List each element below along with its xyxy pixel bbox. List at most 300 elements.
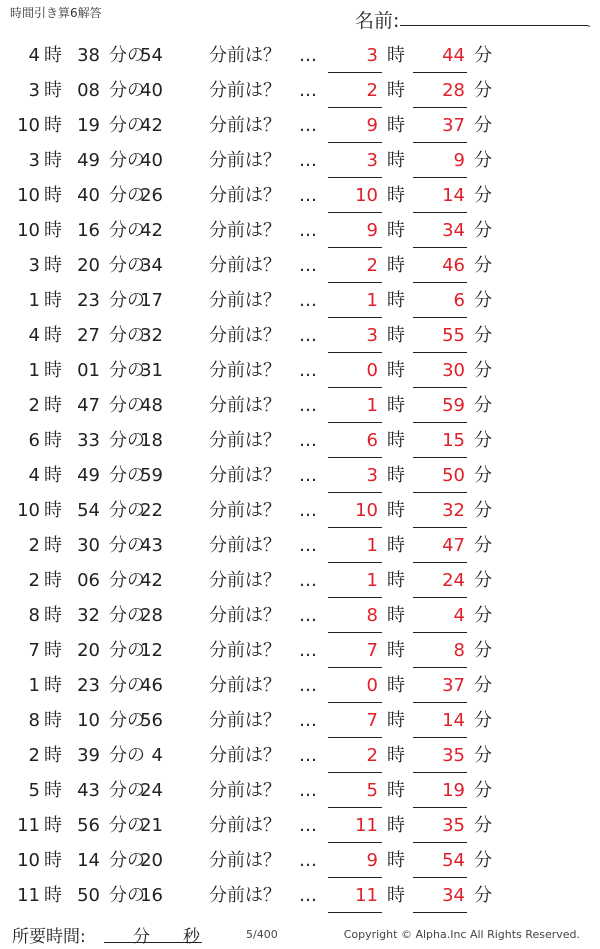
answer-minute: 46 xyxy=(442,255,465,276)
answer-minute-unit: 分 xyxy=(474,325,492,346)
answer-minute-line[interactable] xyxy=(413,632,467,633)
start-hour: 2 xyxy=(28,745,40,766)
start-hour: 1 xyxy=(28,290,40,311)
answer-minute-unit: 分 xyxy=(474,290,492,311)
problem-row xyxy=(0,425,600,460)
hour-unit: 時 xyxy=(44,80,62,101)
hour-unit: 時 xyxy=(44,710,62,731)
answer-minute-line[interactable] xyxy=(413,457,467,458)
answer-minute-unit: 分 xyxy=(474,675,492,696)
minute-of-label: 分の xyxy=(109,150,145,171)
answer-hour-line[interactable] xyxy=(328,177,382,178)
answer-minute: 34 xyxy=(442,885,465,906)
start-minute: 01 xyxy=(77,360,100,381)
problem-row xyxy=(0,145,600,180)
start-minute: 30 xyxy=(77,535,100,556)
name-field-line[interactable] xyxy=(400,25,588,26)
answer-hour-unit: 時 xyxy=(387,220,405,241)
answer-minute-unit: 分 xyxy=(474,430,492,451)
start-minute: 23 xyxy=(77,675,100,696)
answer-hour-line[interactable] xyxy=(328,842,382,843)
problem-row xyxy=(0,845,600,880)
answer-hour-unit: 時 xyxy=(387,430,405,451)
answer-minute-line[interactable] xyxy=(413,317,467,318)
answer-minute-line[interactable] xyxy=(413,912,467,913)
answer-minute-unit: 分 xyxy=(474,710,492,731)
answer-minute: 32 xyxy=(442,500,465,521)
answer-minute-unit: 分 xyxy=(474,815,492,836)
minutes-before: 46 xyxy=(140,675,163,696)
answer-hour: 2 xyxy=(366,255,378,276)
name-label: 名前: xyxy=(355,10,400,32)
answer-minute-unit: 分 xyxy=(474,360,492,381)
question-label: 分前は？ xyxy=(209,745,281,766)
problem-row xyxy=(0,75,600,110)
answer-minute-unit: 分 xyxy=(474,850,492,871)
start-hour: 3 xyxy=(28,255,40,276)
minute-of-label: 分の xyxy=(109,290,145,311)
answer-minute-line[interactable] xyxy=(413,387,467,388)
minutes-before: 32 xyxy=(140,325,163,346)
ellipsis: … xyxy=(299,150,317,171)
answer-minute-line[interactable] xyxy=(413,737,467,738)
hour-unit: 時 xyxy=(44,885,62,906)
answer-hour: 8 xyxy=(366,605,378,626)
question-label: 分前は？ xyxy=(209,80,281,101)
answer-hour-unit: 時 xyxy=(387,885,405,906)
question-label: 分前は？ xyxy=(209,850,281,871)
elapsed-minutes-unit: 分 xyxy=(133,927,150,947)
answer-hour-line[interactable] xyxy=(328,527,382,528)
minute-of-label: 分の xyxy=(109,780,145,801)
answer-hour: 1 xyxy=(366,395,378,416)
answer-hour-unit: 時 xyxy=(387,290,405,311)
question-label: 分前は？ xyxy=(209,360,281,381)
minutes-before: 42 xyxy=(140,115,163,136)
answer-minute: 9 xyxy=(453,150,465,171)
answer-hour-line[interactable] xyxy=(328,387,382,388)
minute-of-label: 分の xyxy=(109,570,145,591)
answer-minute-line[interactable] xyxy=(413,842,467,843)
question-label: 分前は？ xyxy=(209,815,281,836)
answer-hour: 10 xyxy=(355,500,378,521)
answer-hour: 1 xyxy=(366,570,378,591)
question-label: 分前は？ xyxy=(209,500,281,521)
question-label: 分前は？ xyxy=(209,430,281,451)
ellipsis: … xyxy=(299,500,317,521)
answer-minute-line[interactable] xyxy=(413,667,467,668)
answer-hour-unit: 時 xyxy=(387,570,405,591)
minute-of-label: 分の xyxy=(109,220,145,241)
question-label: 分前は？ xyxy=(209,710,281,731)
answer-minute-unit: 分 xyxy=(474,500,492,521)
start-minute: 56 xyxy=(77,815,100,836)
problem-row xyxy=(0,285,600,320)
answer-minute-line[interactable] xyxy=(413,422,467,423)
minutes-before: 40 xyxy=(140,150,163,171)
start-hour: 10 xyxy=(17,115,40,136)
answer-minute: 47 xyxy=(442,535,465,556)
problem-row xyxy=(0,635,600,670)
answer-minute: 4 xyxy=(453,605,465,626)
start-minute: 49 xyxy=(77,465,100,486)
start-minute: 16 xyxy=(77,220,100,241)
answer-minute-line[interactable] xyxy=(413,247,467,248)
minutes-before: 16 xyxy=(140,885,163,906)
elapsed-seconds-unit: 秒 xyxy=(183,927,200,947)
answer-minute: 19 xyxy=(442,780,465,801)
answer-minute-line[interactable] xyxy=(413,807,467,808)
answer-hour-unit: 時 xyxy=(387,80,405,101)
answer-minute-unit: 分 xyxy=(474,535,492,556)
elapsed-time-label: 所要時間: xyxy=(12,927,86,947)
minutes-before: 42 xyxy=(140,570,163,591)
answer-hour-unit: 時 xyxy=(387,395,405,416)
page-number: 5/400 xyxy=(246,928,278,941)
answer-minute-line[interactable] xyxy=(413,72,467,73)
answer-minute-unit: 分 xyxy=(474,185,492,206)
start-minute: 20 xyxy=(77,640,100,661)
answer-minute: 6 xyxy=(453,290,465,311)
answer-hour-line[interactable] xyxy=(328,877,382,878)
start-hour: 6 xyxy=(28,430,40,451)
answer-hour-line[interactable] xyxy=(328,807,382,808)
answer-hour: 3 xyxy=(366,465,378,486)
hour-unit: 時 xyxy=(44,850,62,871)
answer-minute: 35 xyxy=(442,745,465,766)
answer-minute-unit: 分 xyxy=(474,395,492,416)
answer-hour: 7 xyxy=(366,710,378,731)
answer-minute: 35 xyxy=(442,815,465,836)
problem-row xyxy=(0,355,600,390)
problem-row xyxy=(0,565,600,600)
minutes-before: 48 xyxy=(140,395,163,416)
answer-hour-line[interactable] xyxy=(328,107,382,108)
answer-hour-unit: 時 xyxy=(387,815,405,836)
question-label: 分前は？ xyxy=(209,780,281,801)
answer-minute: 15 xyxy=(442,430,465,451)
start-hour: 11 xyxy=(17,815,40,836)
start-hour: 1 xyxy=(28,675,40,696)
answer-hour-unit: 時 xyxy=(387,675,405,696)
problem-row xyxy=(0,250,600,285)
answer-minute: 24 xyxy=(442,570,465,591)
answer-hour-line[interactable] xyxy=(328,422,382,423)
answer-minute-unit: 分 xyxy=(474,885,492,906)
answer-hour-line[interactable] xyxy=(328,912,382,913)
ellipsis: … xyxy=(299,675,317,696)
hour-unit: 時 xyxy=(44,360,62,381)
ellipsis: … xyxy=(299,115,317,136)
start-minute: 47 xyxy=(77,395,100,416)
answer-minute: 50 xyxy=(442,465,465,486)
answer-hour-unit: 時 xyxy=(387,535,405,556)
minute-of-label: 分の xyxy=(109,430,145,451)
problem-list xyxy=(0,40,600,915)
answer-minute-line[interactable] xyxy=(413,492,467,493)
start-minute: 40 xyxy=(77,185,100,206)
start-minute: 23 xyxy=(77,290,100,311)
minute-of-label: 分の xyxy=(109,325,145,346)
name-dot: . xyxy=(587,16,591,30)
answer-hour-line[interactable] xyxy=(328,492,382,493)
answer-minute-line[interactable] xyxy=(413,877,467,878)
ellipsis: … xyxy=(299,185,317,206)
hour-unit: 時 xyxy=(44,535,62,556)
hour-unit: 時 xyxy=(44,395,62,416)
minutes-before: 42 xyxy=(140,220,163,241)
answer-hour: 3 xyxy=(366,150,378,171)
answer-hour-line[interactable] xyxy=(328,737,382,738)
hour-unit: 時 xyxy=(44,185,62,206)
answer-minute-line[interactable] xyxy=(413,107,467,108)
question-label: 分前は？ xyxy=(209,115,281,136)
answer-hour: 2 xyxy=(366,80,378,101)
problem-row xyxy=(0,775,600,810)
minute-of-label: 分の xyxy=(109,500,145,521)
answer-hour: 9 xyxy=(366,850,378,871)
answer-hour: 9 xyxy=(366,115,378,136)
hour-unit: 時 xyxy=(44,150,62,171)
question-label: 分前は？ xyxy=(209,395,281,416)
minutes-before: 54 xyxy=(140,45,163,66)
minutes-before: 22 xyxy=(140,500,163,521)
answer-hour-line[interactable] xyxy=(328,212,382,213)
start-hour: 2 xyxy=(28,535,40,556)
answer-hour: 10 xyxy=(355,185,378,206)
answer-minute-line[interactable] xyxy=(413,562,467,563)
answer-minute-unit: 分 xyxy=(474,45,492,66)
minute-of-label: 分の xyxy=(109,605,145,626)
hour-unit: 時 xyxy=(44,115,62,136)
question-label: 分前は？ xyxy=(209,255,281,276)
answer-minute-unit: 分 xyxy=(474,605,492,626)
worksheet-title: 時間引き算6解答 xyxy=(10,6,102,20)
answer-minute-line[interactable] xyxy=(413,772,467,773)
answer-hour: 1 xyxy=(366,290,378,311)
answer-hour: 3 xyxy=(366,325,378,346)
answer-minute-line[interactable] xyxy=(413,702,467,703)
start-minute: 39 xyxy=(77,745,100,766)
answer-hour-unit: 時 xyxy=(387,115,405,136)
start-minute: 49 xyxy=(77,150,100,171)
ellipsis: … xyxy=(299,815,317,836)
answer-hour-unit: 時 xyxy=(387,255,405,276)
start-minute: 19 xyxy=(77,115,100,136)
answer-hour-line[interactable] xyxy=(328,282,382,283)
minutes-before: 21 xyxy=(140,815,163,836)
answer-minute-unit: 分 xyxy=(474,150,492,171)
question-label: 分前は？ xyxy=(209,290,281,311)
answer-hour-unit: 時 xyxy=(387,850,405,871)
answer-minute: 37 xyxy=(442,675,465,696)
minute-of-label: 分の xyxy=(109,675,145,696)
question-label: 分前は？ xyxy=(209,150,281,171)
question-label: 分前は？ xyxy=(209,885,281,906)
hour-unit: 時 xyxy=(44,640,62,661)
answer-hour: 3 xyxy=(366,45,378,66)
start-hour: 3 xyxy=(28,80,40,101)
answer-minute-line[interactable] xyxy=(413,282,467,283)
minutes-before: 56 xyxy=(140,710,163,731)
minutes-before: 18 xyxy=(140,430,163,451)
start-hour: 7 xyxy=(28,640,40,661)
hour-unit: 時 xyxy=(44,605,62,626)
answer-minute-line[interactable] xyxy=(413,597,467,598)
question-label: 分前は？ xyxy=(209,640,281,661)
answer-hour: 9 xyxy=(366,220,378,241)
answer-minute: 8 xyxy=(453,640,465,661)
start-hour: 11 xyxy=(17,885,40,906)
ellipsis: … xyxy=(299,255,317,276)
answer-hour: 0 xyxy=(366,360,378,381)
problem-row xyxy=(0,810,600,845)
minute-of-label: 分の xyxy=(109,395,145,416)
start-minute: 54 xyxy=(77,500,100,521)
problem-row xyxy=(0,110,600,145)
minutes-before: 43 xyxy=(140,535,163,556)
minute-of-label: 分の xyxy=(109,885,145,906)
answer-hour-line[interactable] xyxy=(328,772,382,773)
problem-row xyxy=(0,40,600,75)
problem-row xyxy=(0,460,600,495)
answer-hour-line[interactable] xyxy=(328,72,382,73)
hour-unit: 時 xyxy=(44,815,62,836)
ellipsis: … xyxy=(299,360,317,381)
minute-of-label: 分の xyxy=(109,710,145,731)
hour-unit: 時 xyxy=(44,45,62,66)
problem-row xyxy=(0,215,600,250)
answer-hour-line[interactable] xyxy=(328,142,382,143)
answer-hour-line[interactable] xyxy=(328,702,382,703)
answer-hour-line[interactable] xyxy=(328,247,382,248)
problem-row xyxy=(0,705,600,740)
answer-hour: 1 xyxy=(366,535,378,556)
answer-minute-unit: 分 xyxy=(474,115,492,136)
answer-hour-unit: 時 xyxy=(387,150,405,171)
answer-hour: 6 xyxy=(366,430,378,451)
answer-hour-unit: 時 xyxy=(387,500,405,521)
hour-unit: 時 xyxy=(44,745,62,766)
start-hour: 3 xyxy=(28,150,40,171)
question-label: 分前は？ xyxy=(209,675,281,696)
problem-row xyxy=(0,600,600,635)
start-hour: 10 xyxy=(17,185,40,206)
minutes-before: 12 xyxy=(140,640,163,661)
answer-minute-unit: 分 xyxy=(474,220,492,241)
answer-hour-line[interactable] xyxy=(328,632,382,633)
question-label: 分前は？ xyxy=(209,45,281,66)
answer-minute-unit: 分 xyxy=(474,80,492,101)
problem-row xyxy=(0,880,600,915)
start-hour: 4 xyxy=(28,465,40,486)
start-hour: 8 xyxy=(28,710,40,731)
answer-minute-line[interactable] xyxy=(413,212,467,213)
problem-row xyxy=(0,495,600,530)
start-minute: 14 xyxy=(77,850,100,871)
ellipsis: … xyxy=(299,395,317,416)
start-minute: 20 xyxy=(77,255,100,276)
answer-hour-line[interactable] xyxy=(328,667,382,668)
question-label: 分前は？ xyxy=(209,185,281,206)
ellipsis: … xyxy=(299,885,317,906)
hour-unit: 時 xyxy=(44,290,62,311)
start-minute: 33 xyxy=(77,430,100,451)
question-label: 分前は？ xyxy=(209,325,281,346)
hour-unit: 時 xyxy=(44,780,62,801)
answer-minute-unit: 分 xyxy=(474,745,492,766)
answer-minute: 55 xyxy=(442,325,465,346)
answer-hour-line[interactable] xyxy=(328,597,382,598)
answer-minute-unit: 分 xyxy=(474,570,492,591)
ellipsis: … xyxy=(299,745,317,766)
start-minute: 43 xyxy=(77,780,100,801)
answer-minute: 28 xyxy=(442,80,465,101)
start-hour: 1 xyxy=(28,360,40,381)
answer-minute-line[interactable] xyxy=(413,527,467,528)
ellipsis: … xyxy=(299,325,317,346)
minutes-before: 24 xyxy=(140,780,163,801)
answer-minute-line[interactable] xyxy=(413,142,467,143)
ellipsis: … xyxy=(299,535,317,556)
answer-hour-unit: 時 xyxy=(387,185,405,206)
answer-hour-line[interactable] xyxy=(328,317,382,318)
minute-of-label: 分の xyxy=(109,640,145,661)
answer-minute-line[interactable] xyxy=(413,352,467,353)
minutes-before: 34 xyxy=(140,255,163,276)
ellipsis: … xyxy=(299,605,317,626)
answer-hour: 0 xyxy=(366,675,378,696)
ellipsis: … xyxy=(299,710,317,731)
start-hour: 2 xyxy=(28,570,40,591)
minute-of-label: 分の xyxy=(109,815,145,836)
minute-of-label: 分の xyxy=(109,255,145,276)
minute-of-label: 分の xyxy=(109,115,145,136)
minute-of-label: 分の xyxy=(109,850,145,871)
ellipsis: … xyxy=(299,290,317,311)
ellipsis: … xyxy=(299,780,317,801)
answer-hour-line[interactable] xyxy=(328,352,382,353)
copyright: Copyright © Alpha.Inc All Rights Reserved. xyxy=(343,928,580,941)
answer-minute: 14 xyxy=(442,185,465,206)
start-hour: 10 xyxy=(17,500,40,521)
minute-of-label: 分の xyxy=(109,745,145,766)
answer-hour-unit: 時 xyxy=(387,325,405,346)
answer-hour-line[interactable] xyxy=(328,457,382,458)
answer-minute-line[interactable] xyxy=(413,177,467,178)
problem-row xyxy=(0,670,600,705)
answer-hour: 11 xyxy=(355,815,378,836)
minutes-before: 4 xyxy=(151,745,163,766)
problem-row xyxy=(0,390,600,425)
start-hour: 2 xyxy=(28,395,40,416)
start-minute: 38 xyxy=(77,45,100,66)
answer-minute: 30 xyxy=(442,360,465,381)
question-label: 分前は？ xyxy=(209,535,281,556)
answer-minute-unit: 分 xyxy=(474,640,492,661)
minute-of-label: 分の xyxy=(109,185,145,206)
answer-hour-unit: 時 xyxy=(387,605,405,626)
start-minute: 10 xyxy=(77,710,100,731)
question-label: 分前は？ xyxy=(209,465,281,486)
start-minute: 27 xyxy=(77,325,100,346)
ellipsis: … xyxy=(299,465,317,486)
hour-unit: 時 xyxy=(44,465,62,486)
start-hour: 10 xyxy=(17,220,40,241)
answer-hour-line[interactable] xyxy=(328,562,382,563)
hour-unit: 時 xyxy=(44,430,62,451)
start-minute: 06 xyxy=(77,570,100,591)
